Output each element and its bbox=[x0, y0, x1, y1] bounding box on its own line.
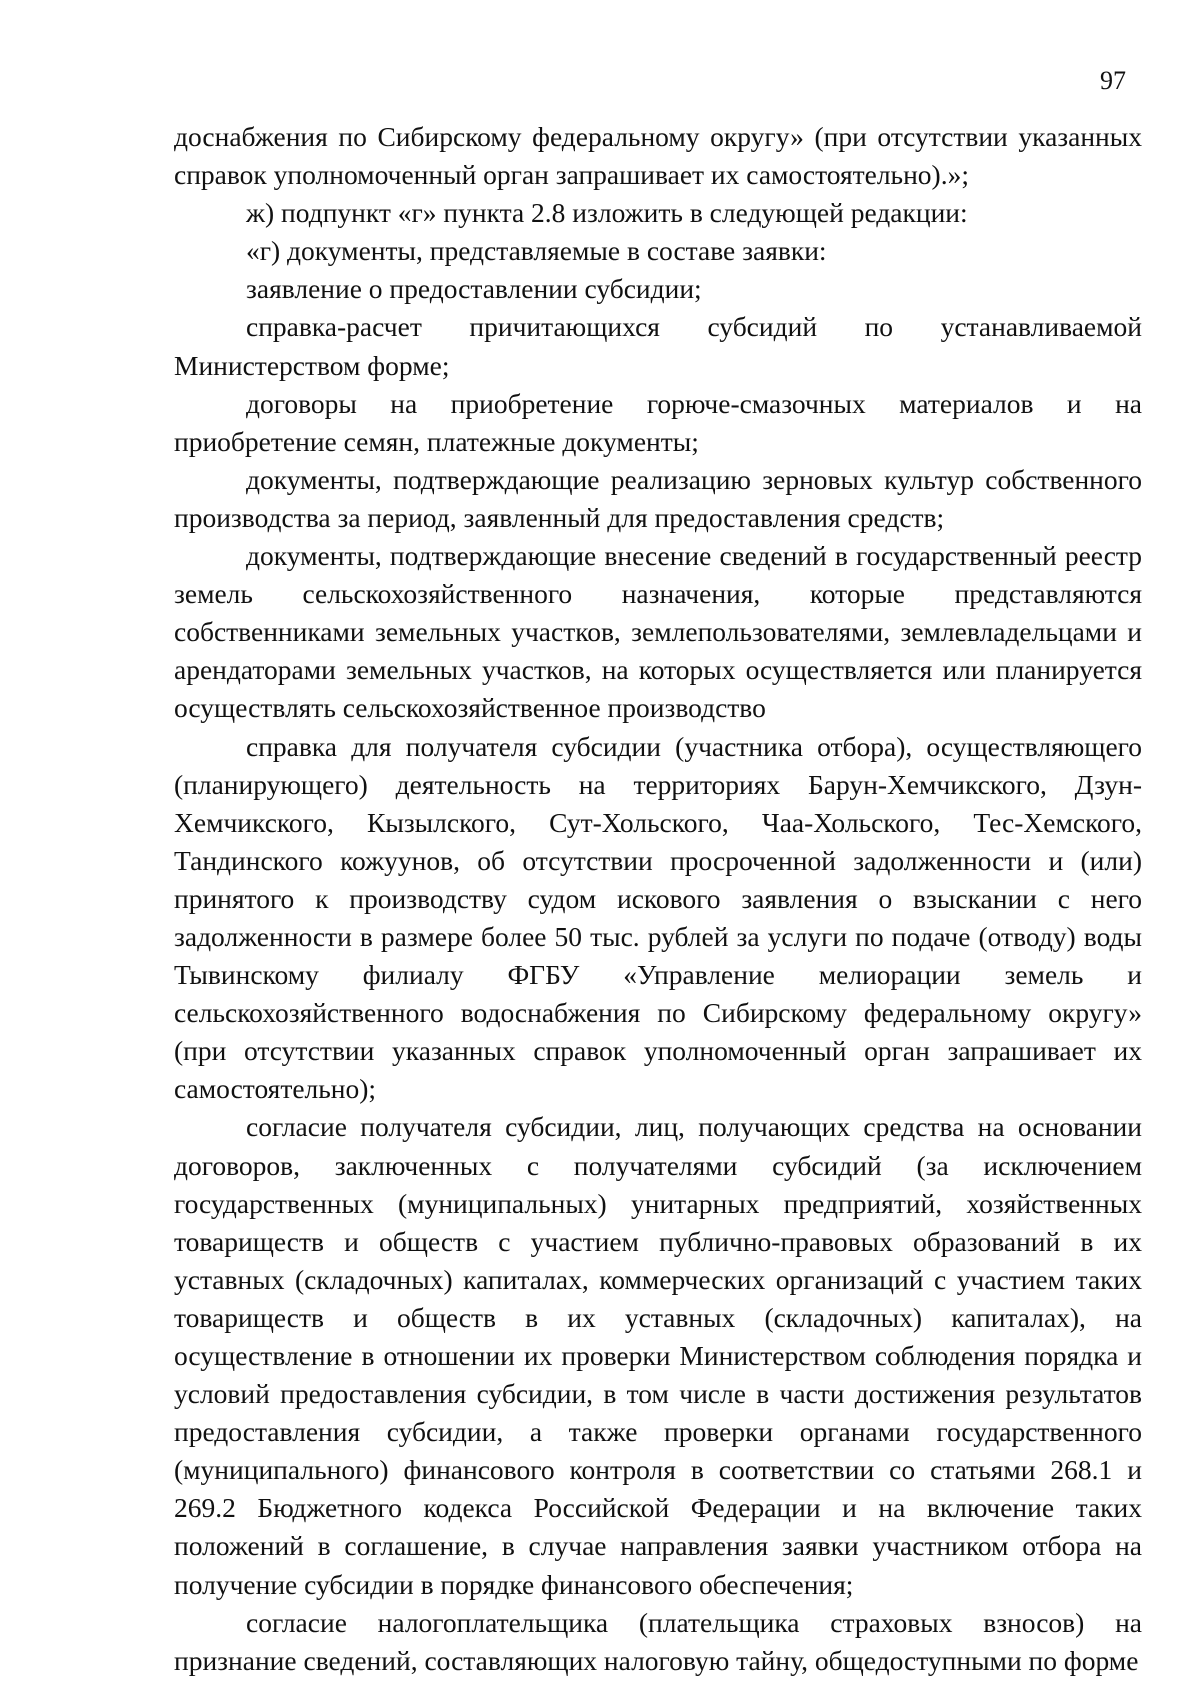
paragraph-continuation: доснабжения по Сибирскому федеральному округу» (при отсутствии указанных справок уполномоченный орган запрашивает их самостоятельно).»; bbox=[174, 121, 1142, 191]
paragraph-application: заявление о предоставлении субсидии; bbox=[246, 273, 702, 305]
paragraph-calculation: справка-расчет причитающихся субсидий по устанавливаемой Министерством форме; bbox=[174, 311, 1142, 381]
paragraph-land-registry: документы, подтверждающие внесение сведений в государственный реестр земель сельскохозяйственного назначения, которые представляются собственниками земельных участков, землепользователями, землевладельцами и арендаторами земельных участков, на которых осуществляется или планируется осуществлять сельскохозяйственное производство bbox=[174, 540, 1142, 724]
paragraph-subitem-g: «г) документы, представляемые в составе заявки: bbox=[246, 235, 827, 267]
paragraph-debt-certificate: справка для получателя субсидии (участника отбора), осуществляющего (планирующего) деятельность на территориях Барун-Хемчикского, Дзун-Хемчикского, Кызылского, Сут-Хольского, Чаа-Хольского, Тес-Хемского, Тандинского кожуунов, об отсутствии просроченной задолженности и (или) принятого к производству судом искового заявления о взыскании с него задолженности в размере более 50 тыс. рублей за услуги по подаче (отводу) воды Тывинскому филиалу ФГБУ «Управление мелиорации земель и сельскохозяйственного водоснабжения по Сибирскому федеральному округу» (при отсутствии указанных справок уполномоченный орган запрашивает их самостоятельно); bbox=[174, 730, 1142, 1105]
page-number: 97 bbox=[1100, 66, 1126, 95]
paragraph-grain-sales: документы, подтверждающие реализацию зерновых культур собственного производства за период, заявленный для предоставления средств; bbox=[174, 463, 1142, 533]
paragraph-inspection-consent: согласие получателя субсидии, лиц, получающих средства на основании договоров, заключенных с получателями субсидий (за исключением государственных (муниципальных) унитарных предприятий, хозяйственных товариществ и обществ с участием публично-правовых образований в их уставных (складочных) капиталах, коммерческих организаций с участием таких товариществ и обществ в их уставных (складочных) капиталах), на осуществление в отношении их проверки Министерством соблюдения порядка и условий предоставления субсидии, в том числе в части достижения результатов предоставления субсидии, а также проверки органами государственного (муниципального) финансового контроля в соответствии со статьями 268.1 и 269.2 Бюджетного кодекса Российской Федерации и на включение таких положений в соглашение, в случае направления заявки участником отбора на получение субсидии в порядке финансового обеспечения; bbox=[174, 1111, 1142, 1600]
paragraph-tax-consent: согласие налогоплательщика (плательщика страховых взносов) на признание сведений, составляющих налоговую тайну, общедоступными по форме bbox=[174, 1606, 1142, 1676]
paragraph-subitem-zh: ж) подпункт «г» пункта 2.8 изложить в следующей редакции: bbox=[246, 197, 968, 229]
paragraph-contracts: договоры на приобретение горюче-смазочных материалов и на приобретение семян, платежные документы; bbox=[174, 387, 1142, 457]
document-body bbox=[174, 118, 1142, 1680]
